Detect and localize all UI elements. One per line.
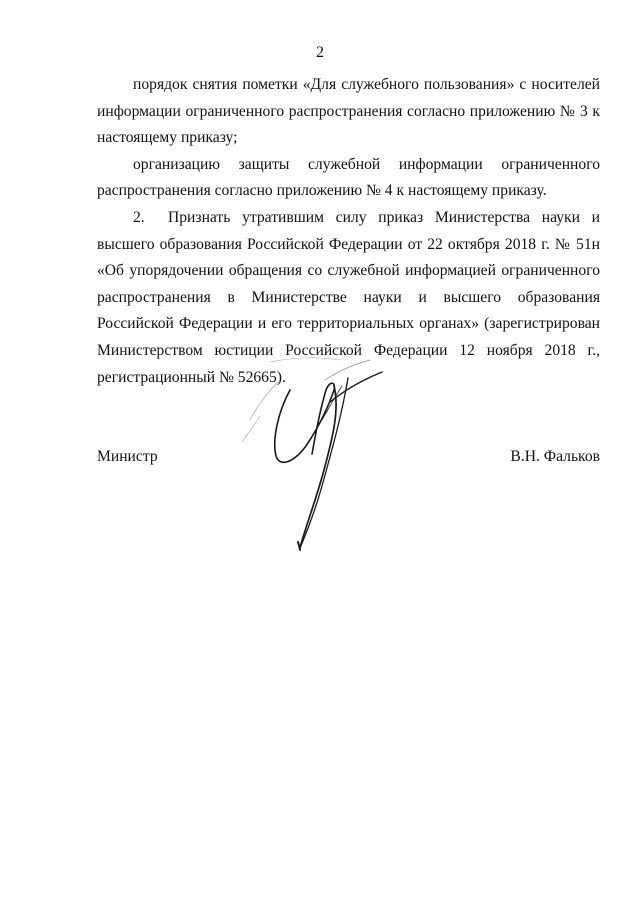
document-body [97, 72, 600, 391]
paragraph-text: организацию защиты служебной информации ограниченного распространения согласно приложению № 4 к настоящему приказу. [97, 155, 600, 200]
paragraph-text: порядок снятия пометки «Для служебного пользования» с носителей информации ограниченного распространения согласно приложению № 3 к настоящему приказу; [97, 76, 600, 147]
handwritten-signature [230, 350, 410, 560]
paragraph-protection-organization [97, 152, 600, 205]
page-number: 2 [316, 44, 324, 61]
paragraph-removal-procedure [97, 72, 600, 152]
paragraph-text: Признать утратившим силу приказ Министерства науки и высшего образования Российской Федерации от 22 октября 2018 г. № 51н «Об упорядочении обращения со служебной информацией ограниченного распространения в Министерстве науки и высшего образования Российской Федерации и его территориальных органах» (зарегистрирован Министерством юстиции Российской Федерации 12 ноября 2018 г., регистрационный № 52665). [97, 208, 600, 386]
signatory-name: В.Н. Фальков [510, 448, 600, 465]
signatory-title: Министр [97, 448, 158, 465]
paragraph-number: 2. [133, 208, 145, 226]
